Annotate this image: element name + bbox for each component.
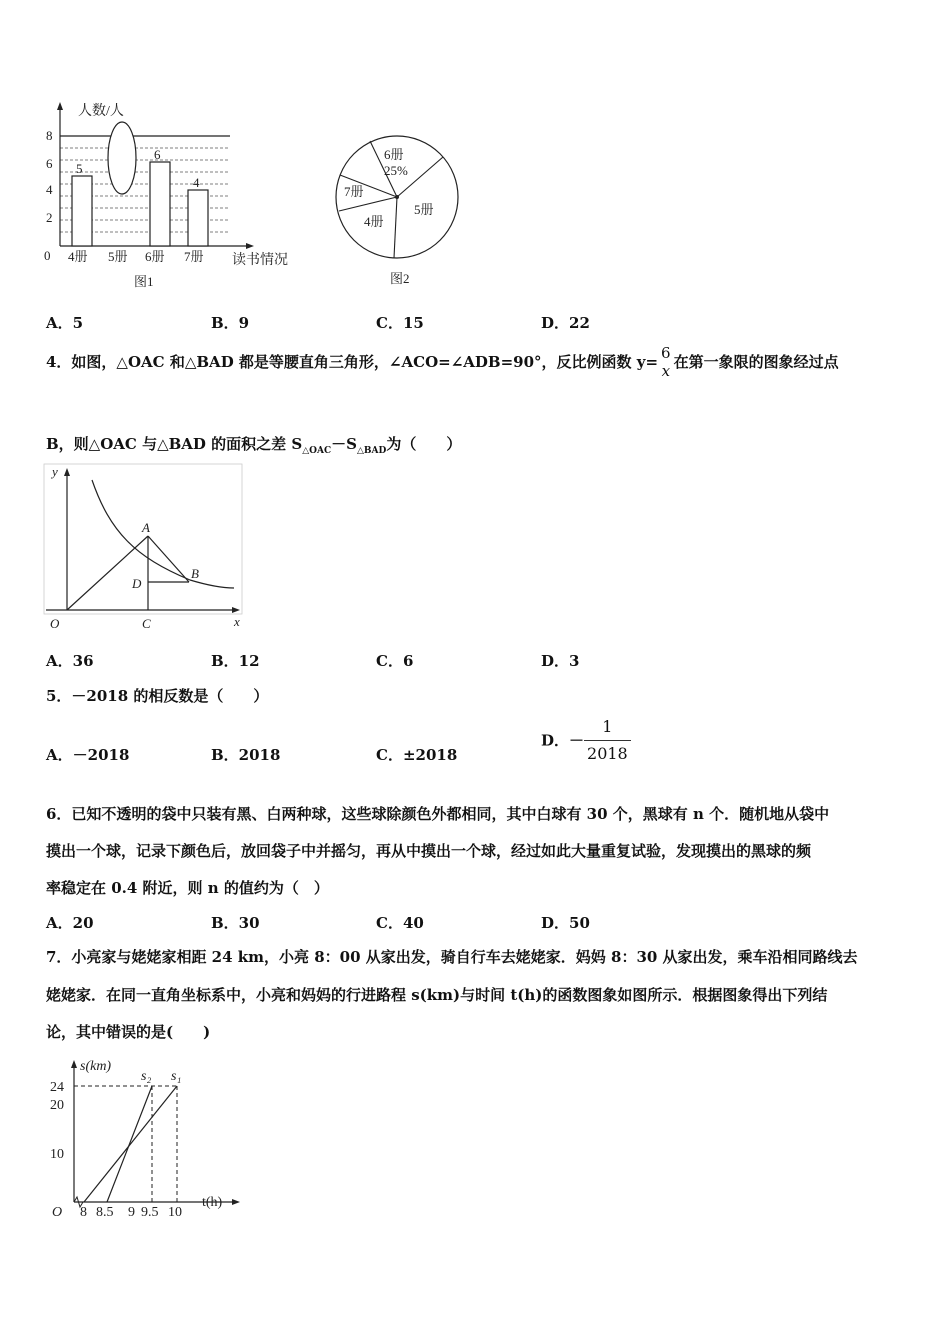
bar-label: 6	[154, 147, 161, 162]
fraction-denominator: 2018	[584, 740, 631, 763]
origin-label: O	[50, 616, 60, 631]
q3-option-c[interactable]: C．15	[376, 314, 424, 332]
slice-label: 4册	[364, 214, 384, 229]
y-tick: 10	[50, 1147, 64, 1162]
x-tick: 10	[168, 1205, 182, 1220]
q4-stem-line2	[46, 433, 461, 456]
bar-label: 5	[76, 161, 83, 176]
q6-stem-line3: 率稳定在 0.4 附近，则 n 的值约为（ ）	[46, 879, 329, 897]
s2-line	[107, 1086, 152, 1202]
category-label: 6册	[145, 249, 165, 264]
q6-option-b[interactable]: B．30	[211, 914, 260, 932]
q7-stem-line1: 7．小亮家与姥姥家相距 24 km，小亮 8：00 从家出发，骑自行车去姥姥家．妈妈 8：30 从家出发，乘车沿相同路线去	[46, 948, 858, 966]
q4-stem-text: 为（ ）	[386, 435, 462, 453]
axis-y-label: y	[52, 464, 58, 479]
origin-label: O	[52, 1205, 63, 1220]
q4-option-a[interactable]: A．36	[46, 652, 94, 670]
point-d-label: D	[132, 576, 142, 591]
bar-6ce	[150, 162, 170, 246]
category-label: 7册	[184, 249, 204, 264]
q4-stem-text: 4．如图，△OAC 和△BAD 都是等腰直角三角形，∠ACO=∠ADB=90°，反比例函数 y=	[46, 353, 659, 371]
q3-bar-chart	[38, 98, 308, 293]
ink-blot-ellipse	[108, 122, 136, 194]
x-axis-label: t(h)	[202, 1195, 223, 1210]
y-tick: 6	[46, 156, 53, 171]
y-axis-label: s(km)	[80, 1059, 112, 1074]
q4-option-d[interactable]: D．3	[541, 652, 580, 670]
q4-subscript: △OAC	[302, 446, 332, 456]
q5-option-d[interactable]	[541, 718, 631, 763]
q6-option-d[interactable]: D．50	[541, 914, 590, 932]
y-tick: 24	[50, 1080, 64, 1095]
point-b-label: B	[191, 566, 199, 581]
axis-x-label: x	[234, 614, 240, 629]
y-tick: 2	[46, 210, 53, 225]
x-tick: 9	[128, 1205, 135, 1220]
q5-option-d-label: D．－	[541, 731, 585, 750]
q4-subscript: △BAD	[356, 446, 387, 456]
q6-stem-line2: 摸出一个球，记录下颜色后，放回袋子中并摇匀，再从中摸出一个球，经过如此大量重复试验，发现摸出的黑球的频	[46, 842, 812, 860]
category-label: 5册	[108, 249, 128, 264]
y-tick: 0	[44, 248, 51, 263]
x-tick: 9.5	[141, 1205, 159, 1220]
q3-pie-chart	[330, 135, 470, 295]
slice-label: 5册	[414, 202, 434, 217]
slice-label: 7册	[344, 184, 364, 199]
q5-option-c[interactable]: C．±2018	[376, 746, 458, 764]
q7-stem-line3: 论，其中错误的是( )	[46, 1023, 211, 1041]
y-axis-label: 人数/人	[78, 104, 124, 119]
fraction-numerator: 6	[661, 344, 671, 362]
point-c-label: C	[142, 616, 151, 631]
s1-line	[84, 1086, 177, 1202]
bar-7ce	[188, 190, 208, 246]
category-label: 4册	[68, 249, 88, 264]
q4-option-c[interactable]: C．6	[376, 652, 414, 670]
q5-fraction	[584, 718, 631, 763]
q4-stem-text: 在第一象限的图象经过点	[673, 353, 839, 371]
q6-option-c[interactable]: C．40	[376, 914, 424, 932]
y-tick: 20	[50, 1098, 64, 1113]
q4-figure	[40, 462, 250, 634]
fraction-numerator: 1	[602, 717, 613, 736]
q6-option-a[interactable]: A．20	[46, 914, 94, 932]
bar-label: 4	[193, 175, 200, 190]
point-a-label: A	[142, 520, 150, 535]
q7-stem-line2: 姥姥家．在同一直角坐标系中，小亮和妈妈的行进路程 s(km)与时间 t(h)的函数图象如图所示．根据图象得出下列结	[46, 986, 828, 1004]
figure-caption: 图1	[134, 274, 154, 289]
x-tick: 8	[80, 1205, 87, 1220]
y-tick: 4	[46, 182, 53, 197]
x-tick: 8.5	[96, 1205, 114, 1220]
q3-option-d[interactable]: D．22	[541, 314, 590, 332]
bar-4ce	[72, 176, 92, 246]
q4-option-b[interactable]: B．12	[211, 652, 260, 670]
q4-stem-text: B，则△OAC 与△BAD 的面积之差 S	[46, 435, 303, 453]
q5-option-a[interactable]: A．－2018	[46, 746, 130, 764]
q3-option-a[interactable]: A．5	[46, 314, 84, 332]
s2-label: s₂	[141, 1069, 152, 1084]
q5-stem: 5．－2018 的相反数是（ ）	[46, 687, 269, 705]
fraction-denominator: x	[661, 362, 671, 380]
hyperbola-curve	[92, 480, 234, 588]
slice-label: 25%	[384, 163, 408, 178]
q7-graph	[40, 1054, 250, 1224]
slice-label: 6册	[384, 147, 404, 162]
figure-caption: 图2	[390, 271, 410, 286]
q6-stem-line1: 6．已知不透明的袋中只装有黑、白两种球，这些球除颜色外都相同，其中白球有 30 个，黑球有 n 个．随机地从袋中	[46, 805, 830, 823]
q4-stem-text: －S	[331, 435, 357, 453]
q3-option-b[interactable]: B．9	[211, 314, 250, 332]
x-axis-label: 读书情况	[232, 253, 288, 268]
q4-stem-line1	[46, 344, 839, 380]
q5-option-b[interactable]: B．2018	[211, 746, 281, 764]
y-tick: 8	[46, 128, 53, 143]
s1-label: s₁	[171, 1069, 182, 1084]
q4-fraction	[658, 344, 674, 380]
